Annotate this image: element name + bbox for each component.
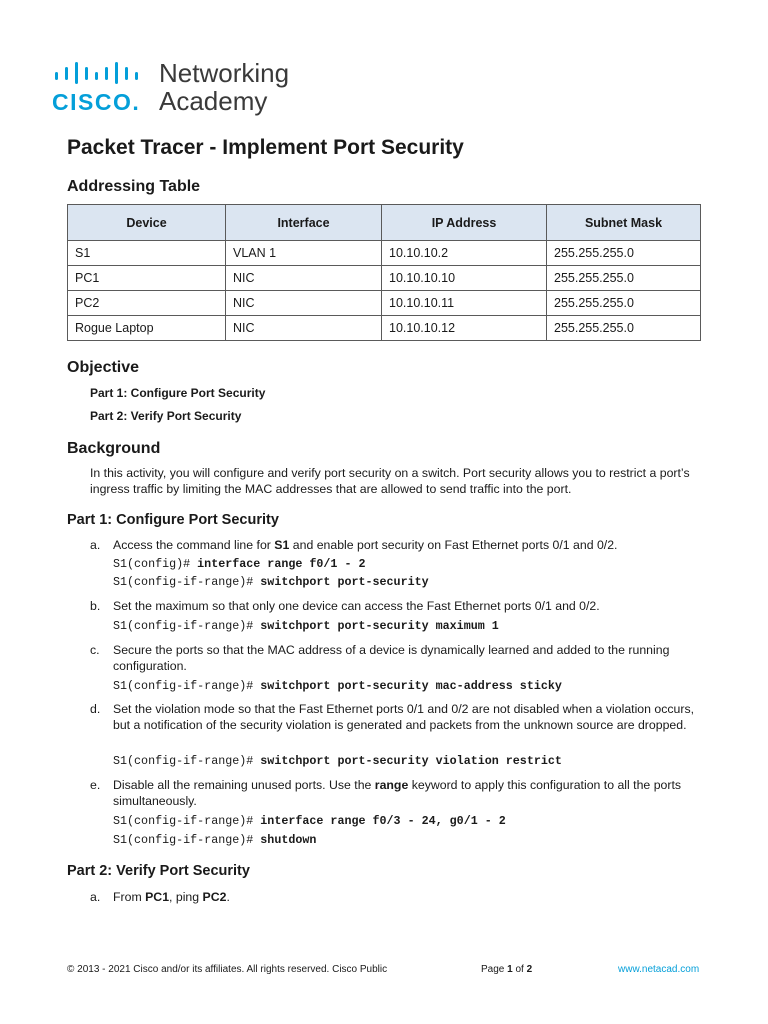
- table-row: [68, 291, 701, 316]
- footer-copyright: © 2013 - 2021 Cisco and/or its affiliates. All rights reserved. Cisco Public: [67, 964, 388, 975]
- cell-ip-address: 10.10.10.11: [382, 291, 547, 316]
- step-letter: a.: [90, 538, 101, 552]
- table-row: [68, 316, 701, 341]
- code-line: S1(config)# interface range f0/1 - 2: [113, 557, 366, 571]
- objective-part-2: Part 2: Verify Port Security: [90, 409, 242, 423]
- code-line: S1(config-if-range)# switchport port-security violation restrict: [113, 754, 562, 768]
- cell-interface: NIC: [226, 266, 382, 291]
- column-header-device: Device: [68, 205, 226, 241]
- cisco-bars-icon: [54, 62, 144, 84]
- step-text: Set the maximum so that only one device can access the Fast Ethernet ports 0/1 and 0/2.: [113, 599, 600, 613]
- code-line: S1(config-if-range)# shutdown: [113, 833, 317, 847]
- addressing-table: [67, 204, 701, 341]
- table-row: [68, 241, 701, 266]
- cisco-wordmark: CISCO.: [52, 89, 141, 115]
- cell-subnet-mask: 255.255.255.0: [547, 291, 701, 316]
- cell-ip-address: 10.10.10.2: [382, 241, 547, 266]
- page-title: Packet Tracer - Implement Port Security: [67, 136, 464, 159]
- step-text: Disable all the remaining unused ports. Use the range keyword to apply this configuration to all the ports simultaneously.: [113, 778, 682, 808]
- code-line: S1(config-if-range)# switchport port-security: [113, 575, 429, 589]
- step-text: From PC1, ping PC2.: [113, 890, 230, 904]
- step-1e: [90, 778, 705, 809]
- code-line: S1(config-if-range)# interface range f0/3 - 24, g0/1 - 2: [113, 814, 506, 828]
- step-1d: [90, 702, 705, 733]
- background-heading: Background: [67, 440, 161, 457]
- step-text: Secure the ports so that the MAC address of a device is dynamically learned and added to the running configuration.: [113, 643, 670, 673]
- code-line: S1(config-if-range)# switchport port-security mac-address sticky: [113, 679, 562, 693]
- step-letter: d.: [90, 702, 101, 716]
- footer-website-link[interactable]: www.netacad.com: [618, 964, 700, 975]
- step-letter: b.: [90, 599, 101, 613]
- background-paragraph: In this activity, you will configure and verify port security on a switch. Port security allows you to restrict a port’s ingress traffic by limiting the MAC addresses that are allowed to send traffic into the port.: [90, 466, 690, 496]
- objective-part-1: Part 1: Configure Port Security: [90, 386, 266, 400]
- cell-interface: NIC: [226, 291, 382, 316]
- part1-heading: Part 1: Configure Port Security: [67, 512, 279, 528]
- objective-heading: Objective: [67, 359, 140, 376]
- cell-device: PC1: [68, 266, 226, 291]
- cell-subnet-mask: 255.255.255.0: [547, 316, 701, 341]
- cell-device: S1: [68, 241, 226, 266]
- addressing-table-heading: Addressing Table: [67, 178, 201, 195]
- table-row: [68, 266, 701, 291]
- code-line: S1(config-if-range)# switchport port-security maximum 1: [113, 619, 499, 633]
- cell-subnet-mask: 255.255.255.0: [547, 266, 701, 291]
- step-letter: a.: [90, 890, 101, 904]
- step-2a: [90, 890, 705, 906]
- cell-interface: VLAN 1: [226, 241, 382, 266]
- step-letter: c.: [90, 643, 100, 657]
- column-header-subnet-mask: Subnet Mask: [547, 205, 701, 241]
- step-1c: [90, 643, 705, 674]
- cell-ip-address: 10.10.10.10: [382, 266, 547, 291]
- step-text: Access the command line for S1 and enable port security on Fast Ethernet ports 0/1 and 0/2.: [113, 538, 618, 552]
- logo-line-academy: Academy: [159, 86, 268, 116]
- cell-subnet-mask: 255.255.255.0: [547, 241, 701, 266]
- cell-device: PC2: [68, 291, 226, 316]
- logo-line-networking: Networking: [159, 58, 290, 88]
- part2-heading: Part 2: Verify Port Security: [67, 863, 250, 879]
- column-header-interface: Interface: [226, 205, 382, 241]
- step-text: Set the violation mode so that the Fast Ethernet ports 0/1 and 0/2 are not disabled when a violation occurs, but a notification of the security violation is generated and packets from the unknown source are dropped.: [113, 702, 695, 732]
- step-letter: e.: [90, 778, 101, 792]
- step-1a: [90, 538, 705, 554]
- step-1b: [90, 599, 705, 615]
- cisco-networking-academy-logo: [52, 56, 312, 118]
- column-header-ip-address: IP Address: [382, 205, 547, 241]
- cell-ip-address: 10.10.10.12: [382, 316, 547, 341]
- table-header-row: [68, 205, 701, 241]
- cell-interface: NIC: [226, 316, 382, 341]
- cell-device: Rogue Laptop: [68, 316, 226, 341]
- footer-page-number: Page 1 of 2: [481, 964, 533, 975]
